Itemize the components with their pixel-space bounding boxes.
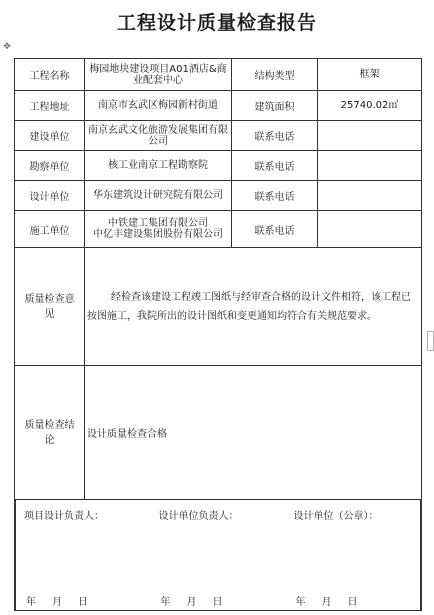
client-unit-value: 南京玄武文化旅游发展集团有限公司 — [85, 121, 232, 151]
unit-seal-signature[interactable] — [286, 500, 421, 610]
project-leader-label: 项目设计负责人： — [24, 511, 104, 522]
table-row — [15, 121, 422, 151]
unit-leader-label: 设计单位负责人： — [158, 511, 239, 522]
document-title: 工程设计质量检查报告 — [116, 12, 317, 34]
table-row — [15, 59, 422, 91]
building-area-value: 25740.02㎡ — [318, 91, 422, 121]
client-phone-label: 联系电话 — [232, 121, 318, 151]
table-row — [15, 248, 422, 366]
project-address-value: 南京市玄武区梅园新村街道 — [85, 91, 232, 121]
unit-seal-label: 设计单位（公章）： — [293, 511, 379, 522]
building-area-label: 建筑面积 — [232, 91, 318, 121]
unit-seal-date: 年 月 日 — [295, 597, 358, 608]
survey-unit-value: 核工业南京工程勘察院 — [85, 151, 232, 181]
client-unit-label: 建设单位 — [15, 121, 85, 151]
survey-unit-label: 勘察单位 — [15, 151, 85, 181]
table-row — [15, 91, 422, 121]
conclusion-label: 质量检查结论 — [15, 366, 85, 500]
survey-phone-label: 联系电话 — [232, 151, 318, 181]
opinion-label: 质量检查意见 — [15, 248, 85, 366]
resize-handle-icon[interactable] — [427, 331, 434, 351]
table-row — [15, 181, 422, 211]
project-name-label: 工程名称 — [15, 59, 85, 91]
signature-table — [15, 500, 421, 610]
project-leader-signature[interactable] — [16, 500, 151, 610]
unit-leader-signature[interactable] — [151, 500, 286, 610]
report-table — [14, 58, 422, 611]
design-phone-label: 联系电话 — [232, 181, 318, 211]
conclusion-text: 设计质量检查合格 — [85, 366, 422, 500]
construction-unit-label: 施工单位 — [15, 211, 85, 248]
project-name-value: 梅园地块建设项目A01酒店&商业配套中心 — [85, 59, 232, 91]
design-phone-value[interactable] — [318, 181, 422, 211]
construction-phone-label: 联系电话 — [232, 211, 318, 248]
project-address-label: 工程地址 — [15, 91, 85, 121]
unit-leader-date: 年 月 日 — [160, 597, 223, 608]
table-move-handle-icon[interactable]: ✥ — [3, 42, 11, 52]
project-leader-date: 年 月 日 — [26, 597, 88, 608]
opinion-text: 经检查该建设工程竣工图纸与经审查合格的设计文件相符，该工程已按图施工，我院所出的设计图纸和变更通知均符合有关规范要求。 — [85, 248, 422, 366]
table-row — [15, 211, 422, 248]
table-row — [15, 366, 422, 500]
client-phone-value[interactable] — [318, 121, 422, 151]
signature-row — [15, 500, 422, 611]
structure-type-label: 结构类型 — [232, 59, 318, 91]
construction-phone-value[interactable] — [318, 211, 422, 248]
survey-phone-value[interactable] — [318, 151, 422, 181]
design-unit-label: 设计单位 — [15, 181, 85, 211]
structure-type-value: 框架 — [318, 59, 422, 91]
construction-unit-value: 中铁建工集团有限公司 中亿丰建设集团股份有限公司 — [85, 211, 232, 248]
design-unit-value: 华东建筑设计研究院有限公司 — [85, 181, 232, 211]
table-row — [15, 151, 422, 181]
